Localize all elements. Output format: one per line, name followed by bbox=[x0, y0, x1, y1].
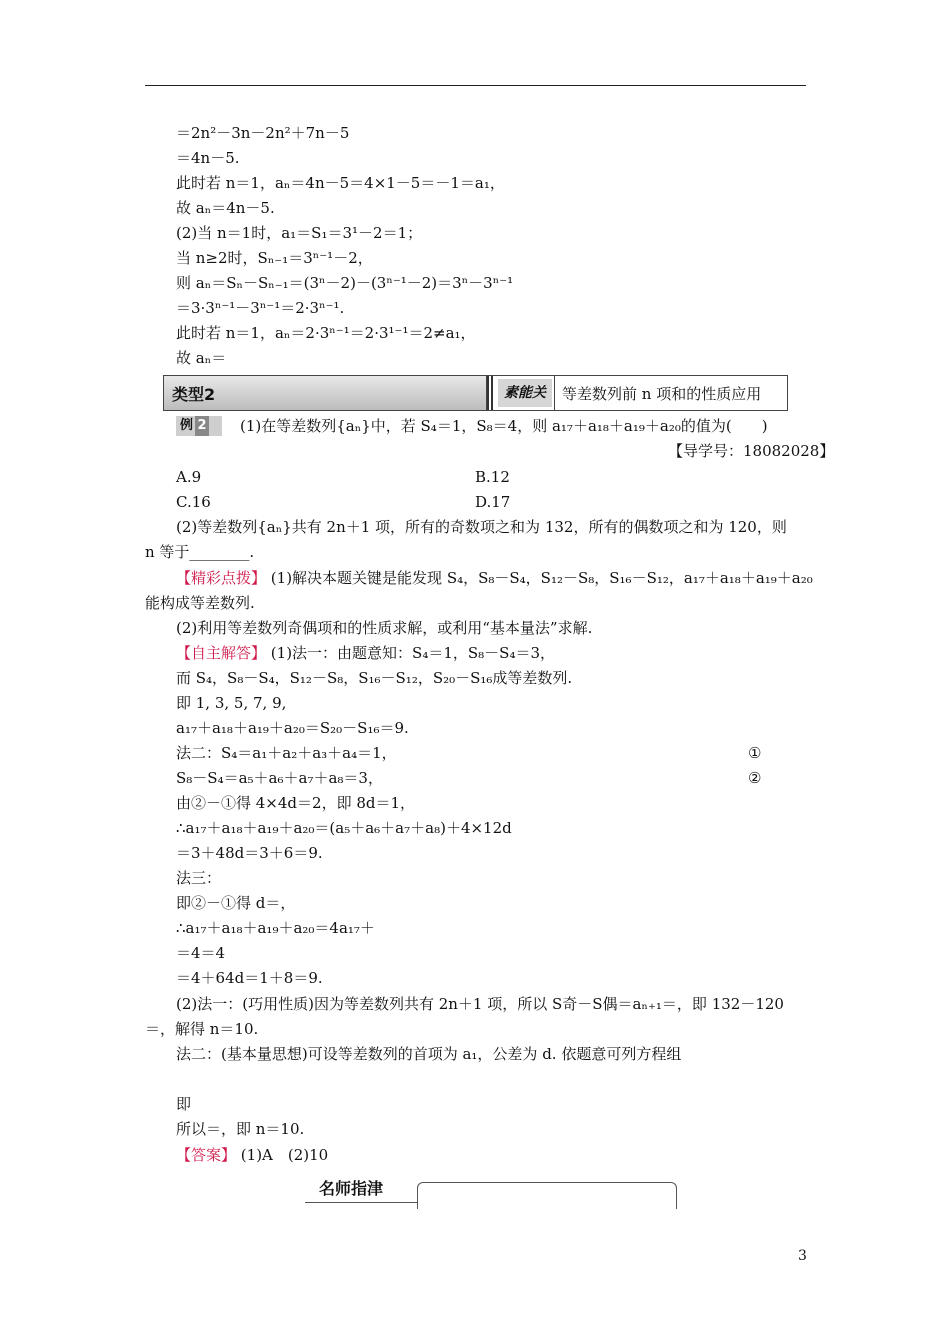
tip-line-2: 能构成等差数列. bbox=[145, 594, 255, 612]
header-rule bbox=[145, 85, 806, 86]
solution-text: (1)法一：由题意知：S₄＝1，S₈－S₄＝3， bbox=[270, 644, 555, 662]
solution-line: ∴a₁₇＋a₁₈＋a₁₉＋a₂₀＝(a₅＋a₆＋a₇＋a₈)＋4×12d bbox=[176, 819, 512, 837]
text-line: 此时若 n＝1，aₙ＝4n－5＝4×1－5＝－1＝a₁， bbox=[176, 174, 505, 192]
text-line: ＝3·3ⁿ⁻¹－3ⁿ⁻¹＝2·3ⁿ⁻¹. bbox=[176, 299, 345, 317]
solution-line: ＝，解得 n＝10. bbox=[145, 1020, 259, 1038]
solution-label: 【自主解答】 bbox=[176, 644, 267, 662]
banner-separator bbox=[554, 376, 555, 410]
solution-line: 法二：S₄＝a₁＋a₂＋a₃＋a₄＝1， bbox=[176, 744, 397, 762]
mingshi-box bbox=[417, 1182, 677, 1209]
solution-line: ＝4＝4 bbox=[176, 944, 226, 962]
question-2: (2)等差数列{aₙ}共有 2n＋1 项，所有的奇数项之和为 132，所有的偶数项之和为 120，则 bbox=[176, 518, 787, 536]
text-line: 故 aₙ＝4n－5. bbox=[176, 199, 275, 217]
type-label: 类型2 bbox=[172, 385, 216, 404]
tip-line bbox=[176, 568, 813, 588]
mingshi-banner bbox=[305, 1176, 677, 1208]
option-b: B.12 bbox=[475, 468, 510, 486]
example-badge-label: 例 bbox=[180, 418, 194, 433]
solution-line: 而 S₄，S₈－S₄，S₁₂－S₈，S₁₆－S₁₂，S₂₀－S₁₆成等差数列. bbox=[176, 669, 573, 687]
text-line: 当 n≥2时，Sₙ₋₁＝3ⁿ⁻¹－2， bbox=[176, 249, 373, 267]
text-line: ＝4n－5. bbox=[176, 149, 240, 167]
question-1: (1)在等差数列{aₙ}中，若 S₄＝1，S₈＝4，则 a₁₇＋a₁₈＋a₁₉＋a₂₀的值为( ) bbox=[240, 417, 768, 435]
example-number: 2 bbox=[195, 416, 209, 436]
tip-line-3: (2)利用等差数列奇偶项和的性质求解，或利用“基本量法”求解. bbox=[176, 619, 593, 637]
solution-line: 所以＝，即 n＝10. bbox=[176, 1120, 305, 1138]
text-line: 此时若 n＝1，aₙ＝2·3ⁿ⁻¹＝2·3¹⁻¹＝2≠a₁， bbox=[176, 324, 476, 342]
answer-line bbox=[176, 1145, 328, 1165]
banner-divider bbox=[487, 376, 493, 410]
solution-line: 由②－①得 4×4d＝2，即 8d＝1， bbox=[176, 794, 416, 812]
text-line: ＝2n²－3n－2n²＋7n－5 bbox=[176, 124, 350, 142]
solution-line: ＝3＋48d＝3＋6＝9. bbox=[176, 844, 323, 862]
solution-line: S₈－S₄＝a₅＋a₆＋a₇＋a₈＝3， bbox=[176, 769, 383, 787]
question-2-cont: n 等于________. bbox=[145, 543, 255, 561]
text-line: (2)当 n＝1时，a₁＝S₁＝3¹－2＝1； bbox=[176, 224, 423, 242]
text-line: 故 aₙ＝ bbox=[176, 349, 227, 367]
text-line: 则 aₙ＝Sₙ－Sₙ₋₁＝(3ⁿ－2)－(3ⁿ⁻¹－2)＝3ⁿ－3ⁿ⁻¹ bbox=[176, 274, 514, 292]
circled-label-1: ① bbox=[748, 744, 762, 762]
solution-line: 即 1, 3, 5, 7, 9, bbox=[176, 694, 287, 712]
answer-text: (1)A (2)10 bbox=[240, 1146, 329, 1164]
solution-line: ＝4＋64d＝1＋8＝9. bbox=[176, 969, 323, 987]
solution-line: a₁₇＋a₁₈＋a₁₉＋a₂₀＝S₂₀－S₁₆＝9. bbox=[176, 719, 409, 737]
solution-line: 即 bbox=[176, 1095, 192, 1113]
guide-number: 【导学号：18082028】 bbox=[668, 442, 835, 460]
mingshi-baseline bbox=[305, 1202, 417, 1203]
tip-label: 【精彩点拨】 bbox=[176, 569, 267, 587]
solution-line bbox=[176, 643, 555, 663]
solution-line: 即②－①得 d＝， bbox=[176, 894, 296, 912]
option-d: D.17 bbox=[475, 493, 511, 511]
banner-topic: 等差数列前 n 项和的性质应用 bbox=[562, 385, 762, 403]
circled-label-2: ② bbox=[748, 769, 762, 787]
solution-line: 法二：(基本量思想)可设等差数列的首项为 a₁，公差为 d. 依题意可列方程组 bbox=[176, 1045, 682, 1063]
tip-text: (1)解决本题关键是能发现 S₄，S₈－S₄，S₁₂－S₈，S₁₆－S₁₂，a₁₇＋a₁₈＋a₁₉＋a₂₀ bbox=[270, 569, 813, 587]
solution-line: ∴a₁₇＋a₁₈＋a₁₉＋a₂₀＝4a₁₇＋ bbox=[176, 919, 375, 937]
section-banner bbox=[163, 375, 788, 411]
banner-tag: 素能关 bbox=[498, 379, 552, 407]
page-number: 3 bbox=[798, 1248, 807, 1264]
answer-label: 【答案】 bbox=[176, 1146, 237, 1164]
mingshi-label: 名师指津 bbox=[319, 1179, 384, 1198]
banner-shade bbox=[164, 376, 487, 410]
solution-line: 法三： bbox=[176, 869, 222, 887]
example-badge bbox=[176, 416, 222, 436]
option-c: C.16 bbox=[176, 493, 211, 511]
solution-line: (2)法一：(巧用性质)因为等差数列共有 2n＋1 项，所以 S奇－S偶＝aₙ₊₁＝，即 132－120 bbox=[176, 995, 784, 1013]
option-a: A.9 bbox=[176, 468, 202, 486]
